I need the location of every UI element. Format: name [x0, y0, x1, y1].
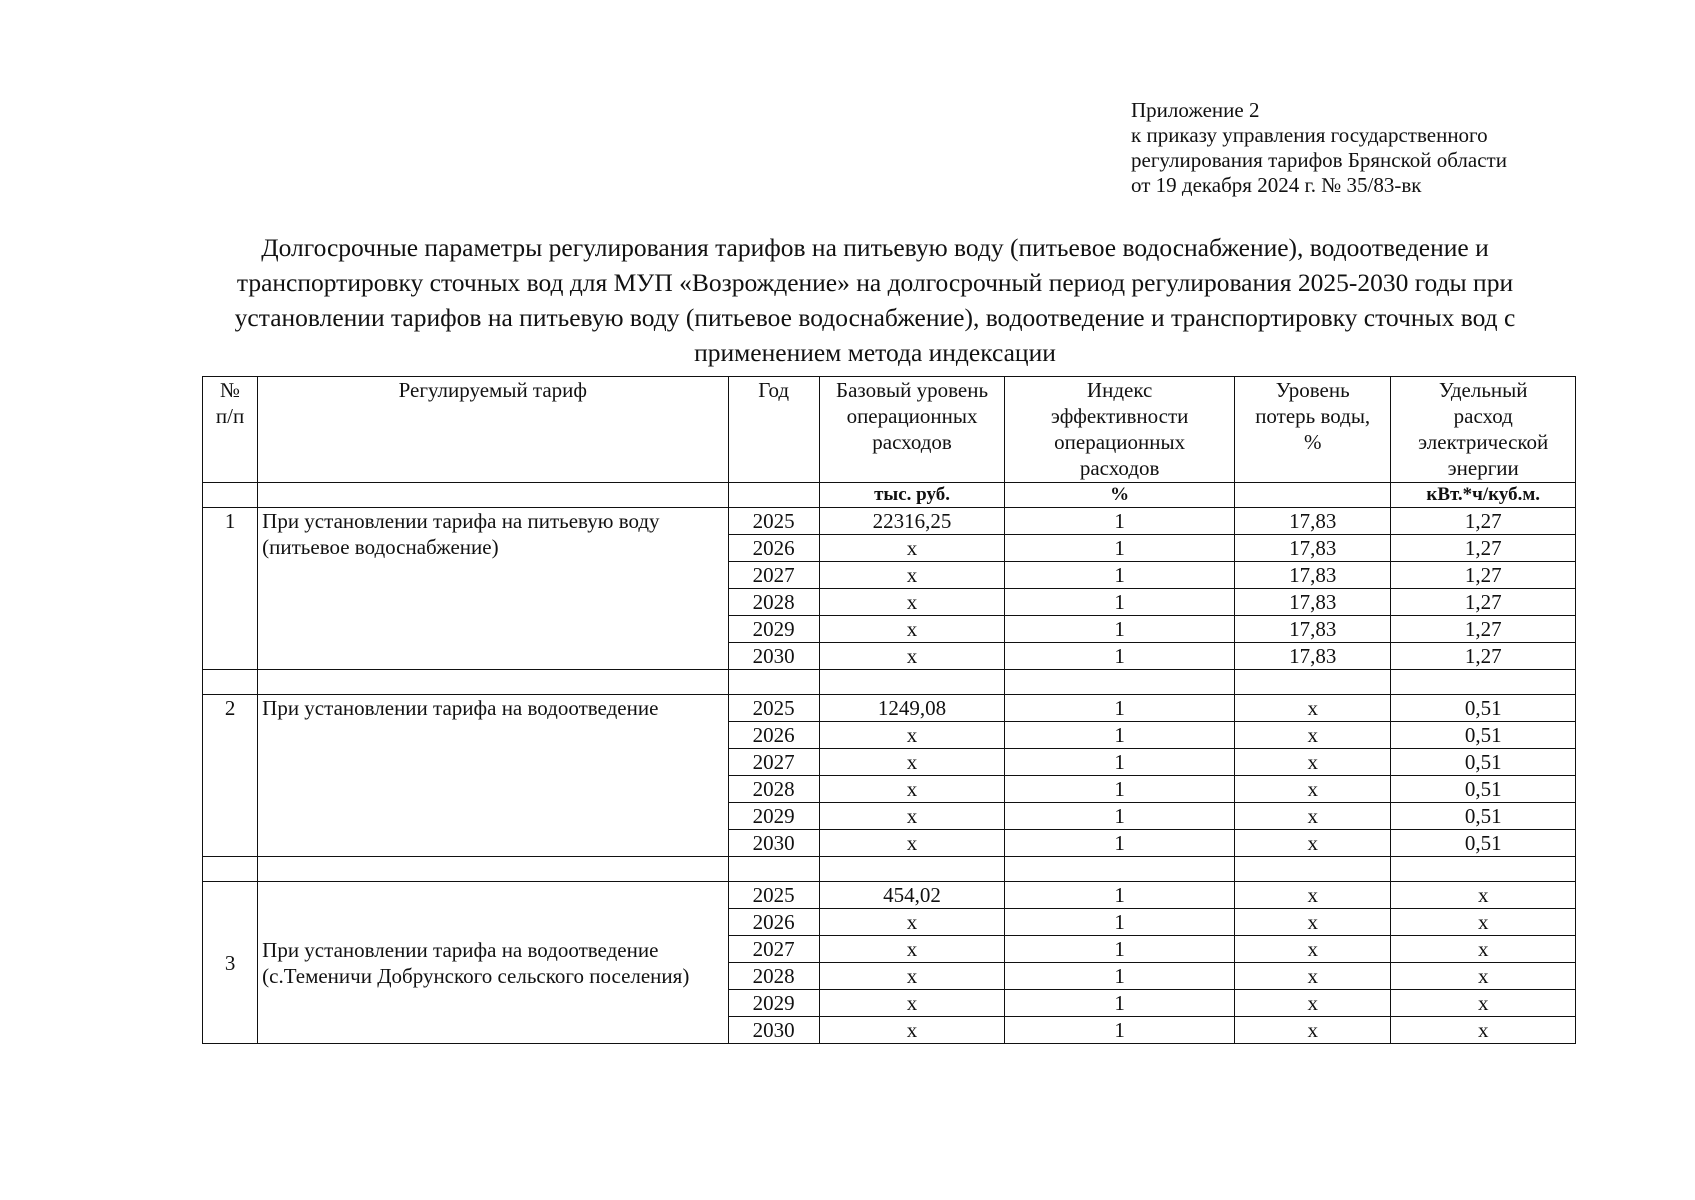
group-name: При установлении тарифа на водоотведение (с.Теменичи Добрунского сельского поселения) — [258, 882, 728, 1044]
elec-cell: 0,51 — [1391, 749, 1576, 776]
year-cell: 2026 — [728, 909, 819, 936]
units-elec: кВт.*ч/куб.м. — [1391, 483, 1576, 508]
index-cell: 1 — [1005, 830, 1235, 857]
title-line: установлении тарифов на питьевую воду (питьевое водоснабжение), водоотведение и транспортировку сточных вод с — [234, 303, 1516, 332]
base-cell: 1249,08 — [819, 695, 1005, 722]
index-cell: 1 — [1005, 909, 1235, 936]
header-line: № — [220, 378, 241, 402]
units-cell-empty — [203, 483, 258, 508]
elec-cell: 0,51 — [1391, 722, 1576, 749]
table-row — [203, 508, 1576, 535]
elec-cell: х — [1391, 909, 1576, 936]
header-line: п/п — [215, 404, 245, 428]
header-line: операционных — [1054, 430, 1186, 454]
spacer-cell — [728, 670, 819, 695]
year-cell: 2025 — [728, 695, 819, 722]
loss-cell: х — [1234, 936, 1390, 963]
index-cell: 1 — [1005, 749, 1235, 776]
spacer-cell — [1391, 857, 1576, 882]
elec-cell: 0,51 — [1391, 803, 1576, 830]
loss-cell: х — [1234, 695, 1390, 722]
index-cell: 1 — [1005, 722, 1235, 749]
units-cell-empty — [258, 483, 728, 508]
loss-cell: х — [1234, 776, 1390, 803]
loss-cell: х — [1234, 963, 1390, 990]
header-line: Уровень — [1275, 378, 1350, 402]
elec-cell: 0,51 — [1391, 776, 1576, 803]
year-cell: 2028 — [728, 963, 819, 990]
loss-cell: 17,83 — [1234, 589, 1390, 616]
spacer-cell — [203, 670, 258, 695]
index-cell: 1 — [1005, 589, 1235, 616]
base-cell: 454,02 — [819, 882, 1005, 909]
base-cell: х — [819, 803, 1005, 830]
group-number: 2 — [203, 695, 258, 857]
year-cell: 2027 — [728, 749, 819, 776]
header-num — [203, 377, 258, 483]
loss-cell: х — [1234, 749, 1390, 776]
base-cell: х — [819, 776, 1005, 803]
index-cell: 1 — [1005, 990, 1235, 1017]
loss-cell: х — [1234, 1017, 1390, 1044]
units-base: тыс. руб. — [819, 483, 1005, 508]
elec-cell: 1,27 — [1391, 616, 1576, 643]
index-cell: 1 — [1005, 616, 1235, 643]
header-line: расход — [1453, 404, 1513, 428]
loss-cell: 17,83 — [1234, 508, 1390, 535]
spacer-cell — [1391, 670, 1576, 695]
base-cell: х — [819, 1017, 1005, 1044]
elec-cell: х — [1391, 963, 1576, 990]
index-cell: 1 — [1005, 963, 1235, 990]
base-cell: х — [819, 589, 1005, 616]
loss-cell: 17,83 — [1234, 616, 1390, 643]
title-line: транспортировку сточных вод для МУП «Возрождение» на долгосрочный период регулирования 2025-2030 годы при — [236, 268, 1514, 297]
spacer-row — [203, 857, 1576, 882]
tariff-parameters-table — [202, 376, 1576, 1044]
year-cell: 2029 — [728, 803, 819, 830]
spacer-cell — [1234, 670, 1390, 695]
index-cell: 1 — [1005, 643, 1235, 670]
base-cell: х — [819, 990, 1005, 1017]
index-cell: 1 — [1005, 508, 1235, 535]
loss-cell: х — [1234, 909, 1390, 936]
header-row — [203, 377, 1576, 483]
year-cell: 2028 — [728, 589, 819, 616]
appendix-note — [1131, 98, 1507, 198]
group-number: 1 — [203, 508, 258, 670]
base-cell: х — [819, 616, 1005, 643]
elec-cell: 0,51 — [1391, 830, 1576, 857]
base-cell: х — [819, 535, 1005, 562]
group-name: При установлении тарифа на питьевую воду (питьевое водоснабжение) — [258, 508, 728, 670]
header-line: Базовый уровень — [836, 378, 989, 402]
elec-cell: 0,51 — [1391, 695, 1576, 722]
units-row — [203, 483, 1576, 508]
base-cell: х — [819, 963, 1005, 990]
header-line: расходов — [872, 430, 952, 454]
spacer-cell — [1005, 857, 1235, 882]
elec-cell: х — [1391, 882, 1576, 909]
elec-cell: 1,27 — [1391, 643, 1576, 670]
base-cell: х — [819, 722, 1005, 749]
group-number: 3 — [203, 882, 258, 1044]
header-line: Удельный — [1438, 378, 1528, 402]
index-cell: 1 — [1005, 803, 1235, 830]
year-cell: 2027 — [728, 936, 819, 963]
spacer-cell — [203, 857, 258, 882]
year-cell: 2025 — [728, 508, 819, 535]
header-line: эффективности — [1050, 404, 1189, 428]
header-name: Регулируемый тариф — [258, 377, 728, 483]
units-index: % — [1005, 483, 1235, 508]
index-cell: 1 — [1005, 695, 1235, 722]
spacer-cell — [728, 857, 819, 882]
appendix-line: регулирования тарифов Брянской области — [1131, 148, 1507, 172]
elec-cell: 1,27 — [1391, 589, 1576, 616]
year-cell: 2030 — [728, 643, 819, 670]
base-cell: х — [819, 643, 1005, 670]
year-cell: 2030 — [728, 830, 819, 857]
header-water-loss — [1234, 377, 1390, 483]
header-electricity — [1391, 377, 1576, 483]
index-cell: 1 — [1005, 882, 1235, 909]
year-cell: 2028 — [728, 776, 819, 803]
year-cell: 2026 — [728, 722, 819, 749]
header-line: энергии — [1447, 456, 1519, 480]
index-cell: 1 — [1005, 936, 1235, 963]
header-base-level — [819, 377, 1005, 483]
spacer-cell — [1005, 670, 1235, 695]
base-cell: х — [819, 909, 1005, 936]
loss-cell: х — [1234, 803, 1390, 830]
base-cell: х — [819, 749, 1005, 776]
spacer-cell — [258, 857, 728, 882]
spacer-row — [203, 670, 1576, 695]
loss-cell: 17,83 — [1234, 643, 1390, 670]
year-cell: 2025 — [728, 882, 819, 909]
base-cell: 22316,25 — [819, 508, 1005, 535]
index-cell: 1 — [1005, 1017, 1235, 1044]
loss-cell: х — [1234, 830, 1390, 857]
appendix-line: Приложение 2 — [1131, 98, 1260, 122]
table-row — [203, 882, 1576, 909]
header-line: расходов — [1079, 456, 1160, 480]
loss-cell: 17,83 — [1234, 535, 1390, 562]
elec-cell: х — [1391, 1017, 1576, 1044]
header-efficiency-index — [1005, 377, 1235, 483]
base-cell: х — [819, 830, 1005, 857]
index-cell: 1 — [1005, 776, 1235, 803]
elec-cell: 1,27 — [1391, 535, 1576, 562]
header-line: операционных — [846, 404, 978, 428]
base-cell: х — [819, 936, 1005, 963]
loss-cell: х — [1234, 882, 1390, 909]
elec-cell: х — [1391, 990, 1576, 1017]
index-cell: 1 — [1005, 562, 1235, 589]
base-cell: х — [819, 562, 1005, 589]
elec-cell: 1,27 — [1391, 562, 1576, 589]
header-line: потерь воды, — [1255, 404, 1371, 428]
year-cell: 2030 — [728, 1017, 819, 1044]
elec-cell: 1,27 — [1391, 508, 1576, 535]
group-name: При установлении тарифа на водоотведение — [258, 695, 728, 857]
year-cell: 2027 — [728, 562, 819, 589]
year-cell: 2029 — [728, 616, 819, 643]
year-cell: 2029 — [728, 990, 819, 1017]
header-line: Индекс — [1086, 378, 1153, 402]
header-line: % — [1303, 430, 1322, 454]
header-line: электрической — [1418, 430, 1549, 454]
index-cell: 1 — [1005, 535, 1235, 562]
spacer-cell — [819, 857, 1005, 882]
elec-cell: х — [1391, 936, 1576, 963]
units-loss — [1234, 483, 1390, 508]
document-title — [150, 230, 1600, 370]
table-body — [203, 508, 1576, 1044]
appendix-line: от 19 декабря 2024 г. № 35/83-вк — [1131, 173, 1422, 197]
units-cell-empty — [728, 483, 819, 508]
loss-cell: 17,83 — [1234, 562, 1390, 589]
spacer-cell — [819, 670, 1005, 695]
title-line: применением метода индексации — [694, 338, 1056, 367]
year-cell: 2026 — [728, 535, 819, 562]
appendix-line: к приказу управления государственного — [1131, 123, 1488, 147]
spacer-cell — [258, 670, 728, 695]
loss-cell: х — [1234, 722, 1390, 749]
spacer-cell — [1234, 857, 1390, 882]
loss-cell: х — [1234, 990, 1390, 1017]
title-line: Долгосрочные параметры регулирования тарифов на питьевую воду (питьевое водоснабжение), водоотведение и — [261, 233, 1489, 262]
header-year: Год — [728, 377, 819, 483]
table-row — [203, 695, 1576, 722]
